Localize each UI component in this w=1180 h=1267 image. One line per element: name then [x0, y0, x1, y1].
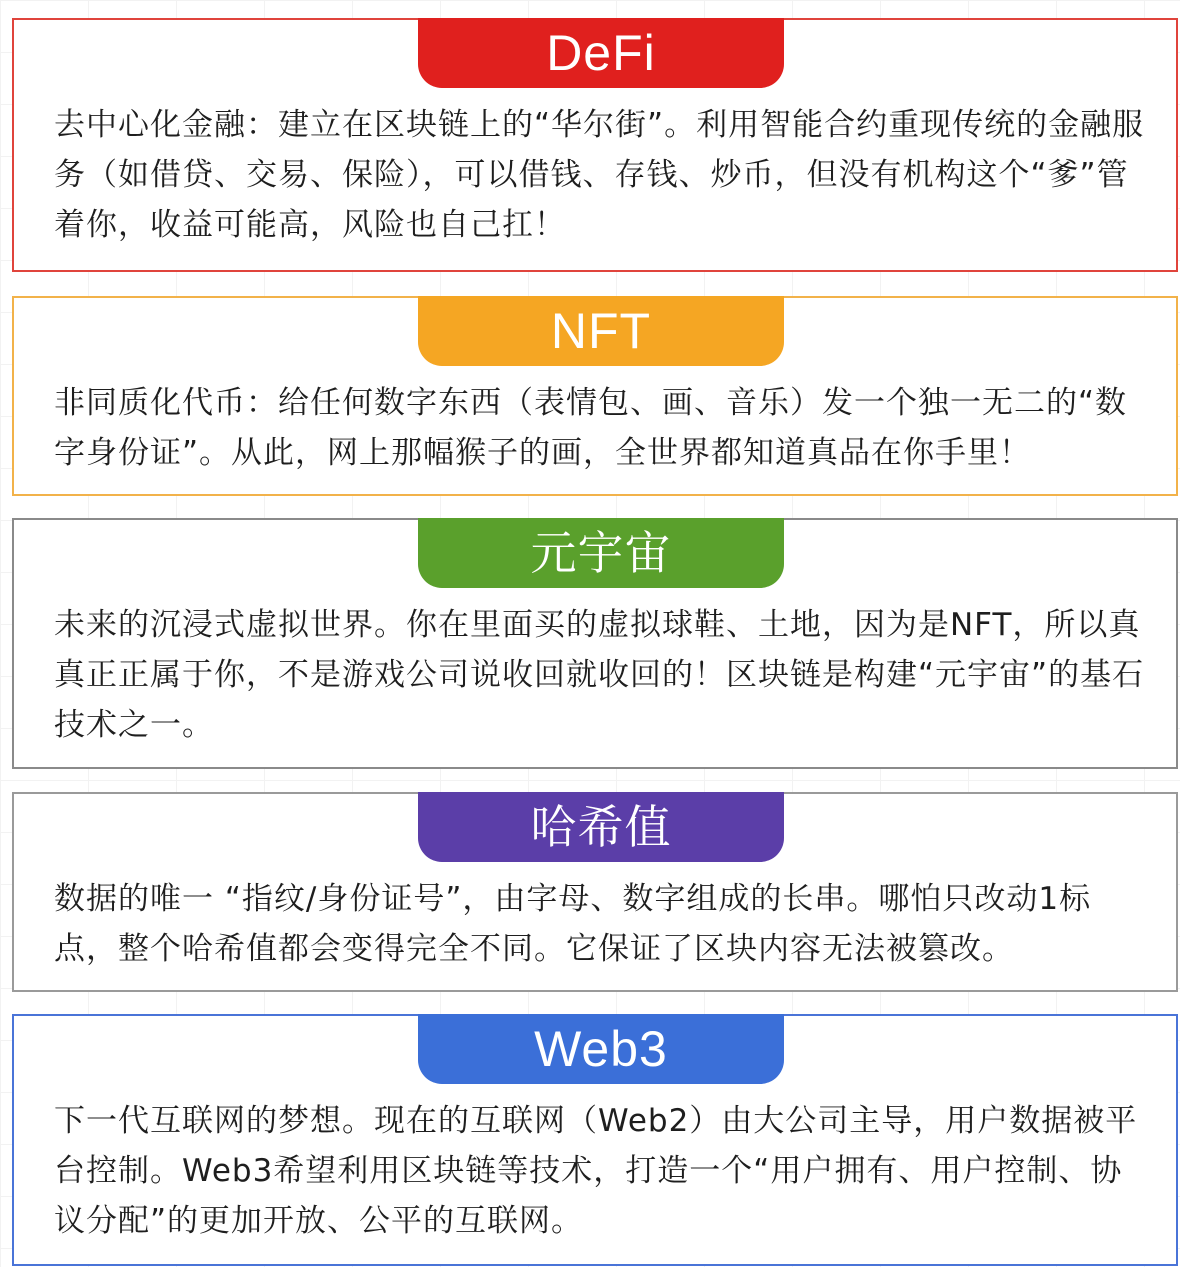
metaverse-title-tag: 元宇宙	[418, 518, 784, 588]
nft-card	[12, 296, 1178, 496]
metaverse-card	[12, 518, 1178, 769]
defi-description: 去中心化金融：建立在区块链上的“华尔街”。利用智能合约重现传统的金融服务（如借贷、交易、保险），可以借钱、存钱、炒币，但没有机构这个“爹”管着你，收益可能高，风险也自己扛！	[54, 107, 1145, 243]
defi-card	[12, 18, 1178, 272]
hash-card	[12, 792, 1178, 992]
hash-title-tag: 哈希值	[418, 792, 784, 862]
nft-description: 非同质化代币：给任何数字东西（表情包、画、音乐）发一个独一无二的“数字身份证”。从此，网上那幅猴子的画，全世界都知道真品在你手里！	[54, 385, 1128, 471]
nft-title-tag: NFT	[418, 296, 784, 366]
defi-title-tag: DeFi	[418, 18, 784, 88]
hash-description: 数据的唯一 “指纹/身份证号”，由字母、数字组成的长串。哪怕只改动1标点，整个哈希值都会变得完全不同。它保证了区块内容无法被篡改。	[54, 881, 1092, 967]
web3-title-tag: Web3	[418, 1014, 784, 1084]
web3-description: 下一代互联网的梦想。现在的互联网（Web2）由大公司主导，用户数据被平台控制。Web3希望利用区块链等技术，打造一个“用户拥有、用户控制、协议分配”的更加开放、公平的互联网。	[54, 1103, 1138, 1239]
metaverse-description: 未来的沉浸式虚拟世界。你在里面买的虚拟球鞋、土地，因为是NFT，所以真真正正属于你，不是游戏公司说收回就收回的！区块链是构建“元宇宙”的基石技术之一。	[54, 607, 1145, 743]
web3-card	[12, 1014, 1178, 1266]
